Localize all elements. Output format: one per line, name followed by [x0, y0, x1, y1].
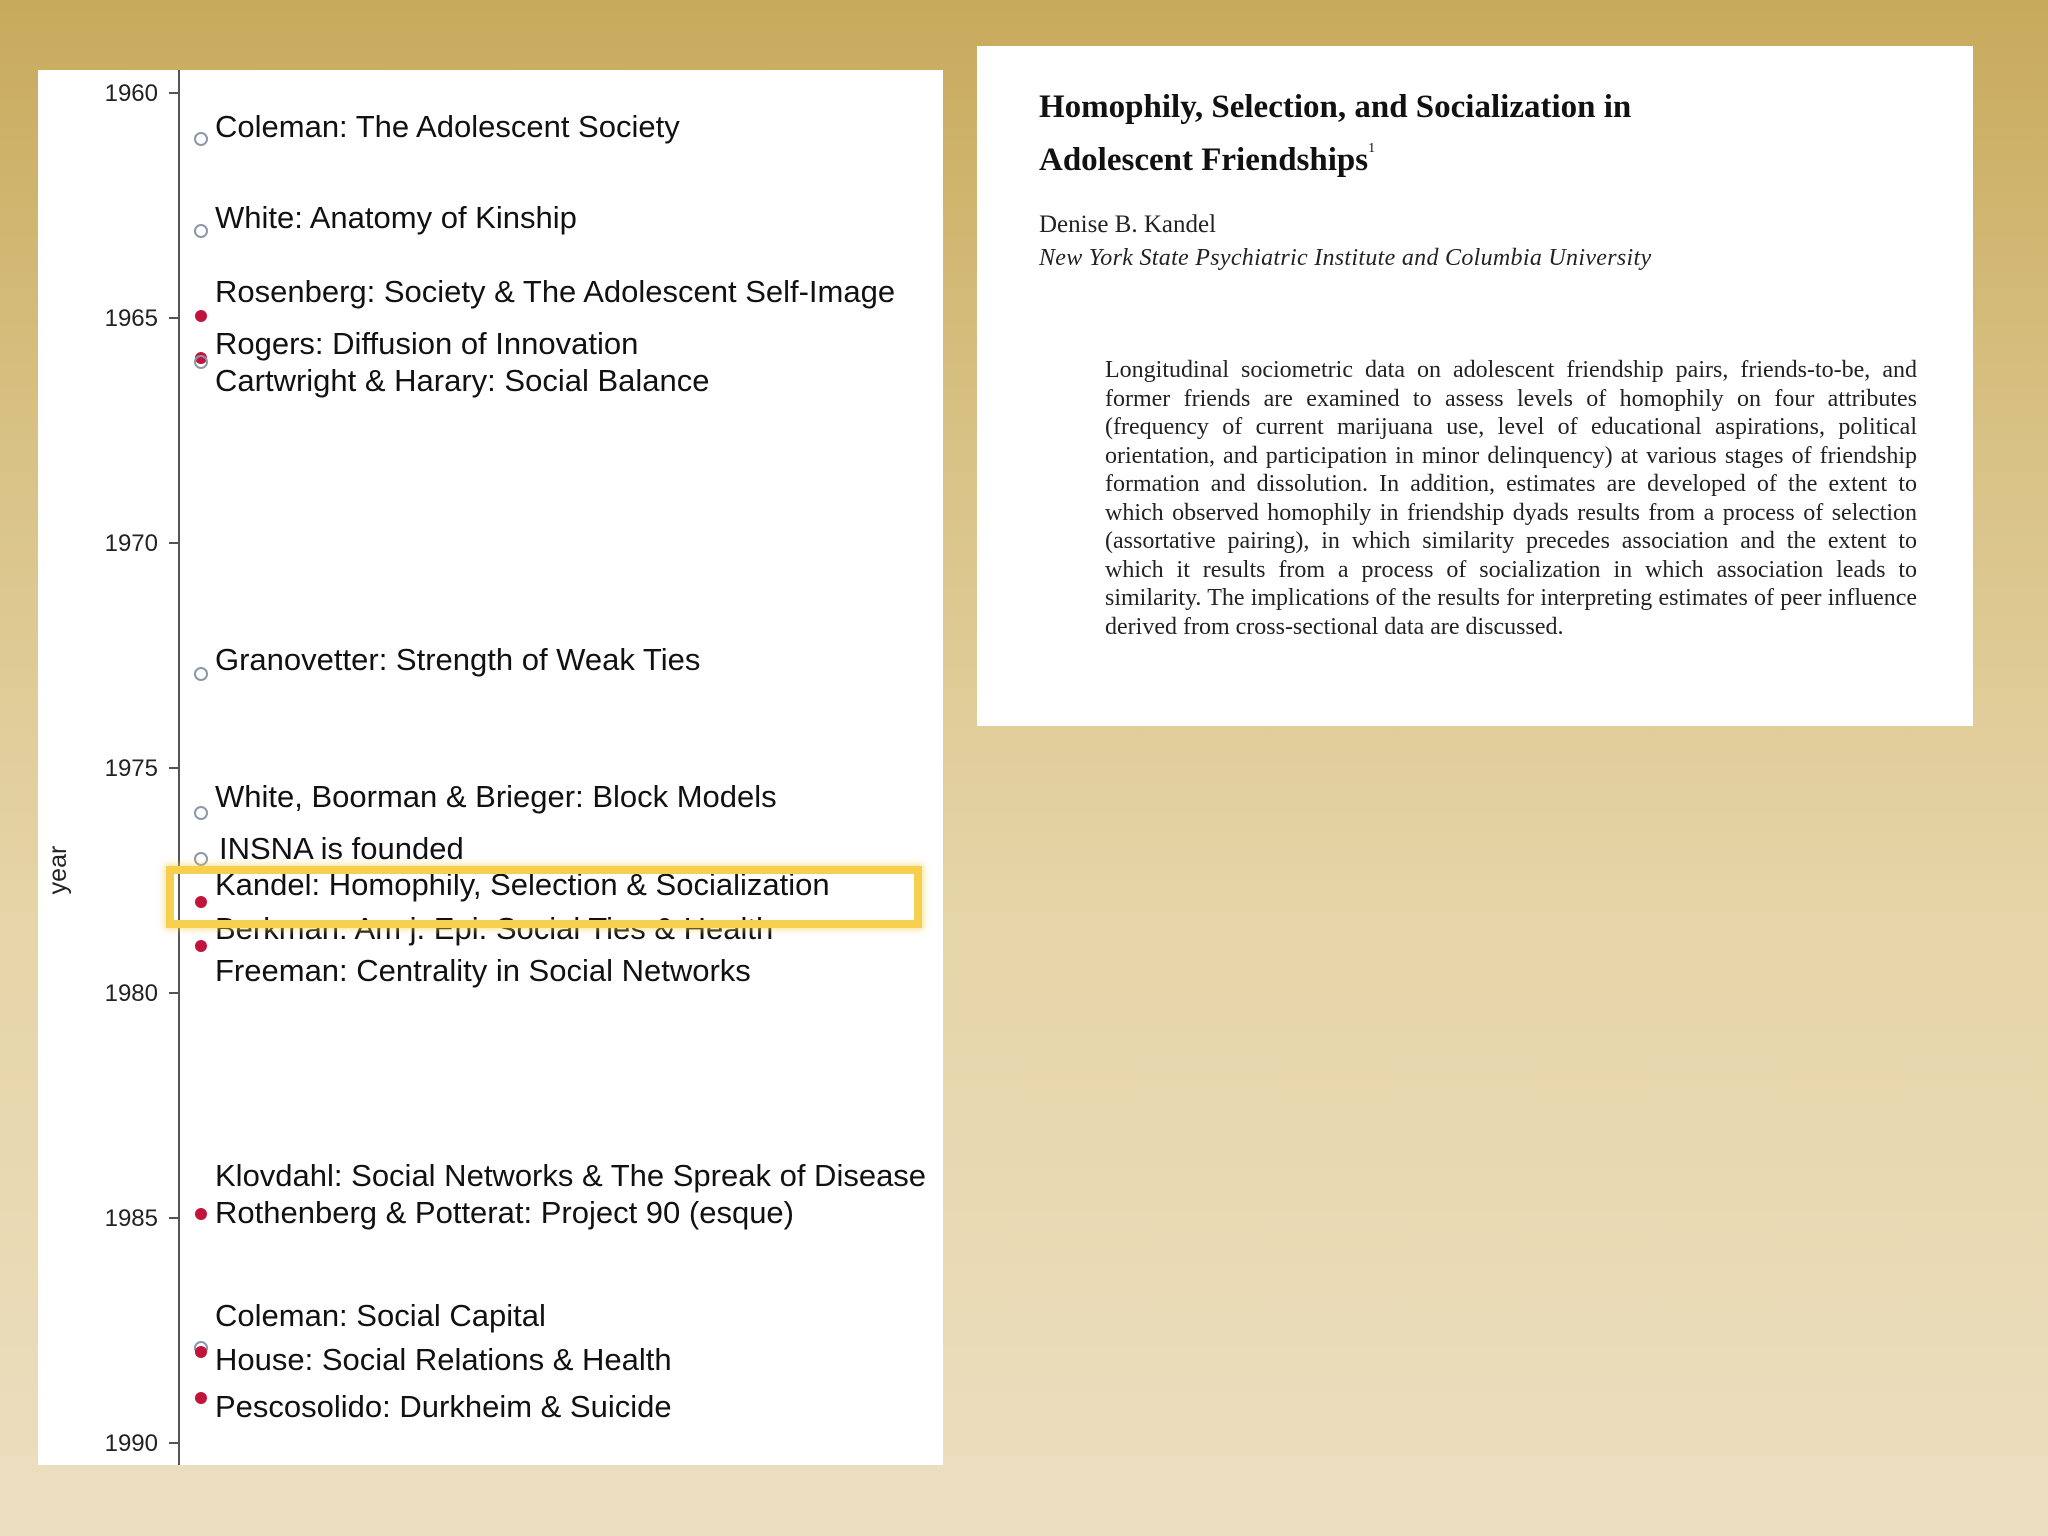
timeline-event: [195, 200, 577, 237]
timeline-event: [215, 953, 751, 988]
event-label: Rosenberg: Society & The Adolescent Self-Image: [215, 274, 896, 309]
filled-marker-dot: [195, 1392, 207, 1404]
timeline-event: [195, 831, 464, 866]
timeline-event: [195, 109, 680, 145]
event-label: Coleman: The Adolescent Society: [215, 109, 680, 144]
event-label: Kandel: Homophily, Selection & Socialization: [215, 867, 830, 902]
event-label: Rogers: Diffusion of Innovation: [215, 326, 639, 361]
timeline-event: [195, 326, 638, 364]
tick-label-1970: 1970: [104, 530, 158, 557]
axis-title: year: [44, 845, 72, 895]
timeline-event: [195, 1342, 672, 1377]
tick-label-1990: 1990: [104, 1430, 158, 1457]
hollow-marker-dot: [195, 853, 207, 865]
paper-author: Denise B. Kandel: [1039, 211, 1217, 238]
paper-panel: [977, 46, 1973, 726]
title-footnote-marker: 1: [1368, 141, 1376, 156]
hollow-marker-dot: [195, 133, 207, 145]
tick-label-1960: 1960: [104, 80, 158, 107]
event-label: INSNA is founded: [219, 831, 464, 866]
event-label: Freeman: Centrality in Social Networks: [215, 953, 751, 988]
filled-marker-dot: [195, 310, 207, 322]
event-label: Pescosolido: Durkheim & Suicide: [215, 1389, 672, 1424]
event-label: White: Anatomy of Kinship: [215, 200, 577, 235]
filled-marker-dot: [195, 1346, 207, 1358]
event-label: Granovetter: Strength of Weak Ties: [215, 642, 701, 677]
paper-title-line2: Adolescent Friendships: [1039, 142, 1369, 178]
timeline-event: [195, 356, 709, 398]
filled-marker-dot: [195, 940, 207, 952]
paper-title-line1: Homophily, Selection, and Socialization in: [1039, 89, 1632, 125]
event-label: Coleman: Social Capital: [215, 1298, 546, 1333]
kandel-highlight-box: [166, 866, 922, 928]
tick-label-1975: 1975: [104, 755, 158, 782]
event-label: White, Boorman & Brieger: Block Models: [215, 779, 777, 814]
timeline-panel: [38, 70, 943, 1465]
hollow-marker-dot: [195, 668, 207, 680]
filled-marker-dot: [195, 1208, 207, 1220]
timeline-event: [195, 642, 700, 680]
tick-label-1985: 1985: [104, 1205, 158, 1232]
hollow-marker-dot: [195, 225, 207, 237]
timeline-event: [195, 274, 895, 322]
event-label: Rothenberg & Potterat: Project 90 (esque): [215, 1195, 794, 1230]
hollow-marker-dot: [195, 807, 207, 819]
timeline-event: [195, 1158, 926, 1230]
tick-label-1965: 1965: [104, 305, 158, 332]
event-label: Berkman: Am j. Epi: Social Ties & Health: [215, 911, 774, 946]
event-label: House: Social Relations & Health: [215, 1342, 672, 1377]
paper-abstract: Longitudinal sociometric data on adolescent friendship pairs, friends-to-be, and former friends are examined to assess levels of homophily on four attributes (frequency of current marijuana use, level of educational aspirations, political orientation, and participation in minor delinquency) at various stages of friendship formation and dissolution. In addition, estimates are developed of the extent to which observed homophily in friendship dyads results from a process of selection (assortative pairing), in which similarity precedes association and the extent to which it results from a process of socialization in which association leads to similarity. The implications of the results for interpreting estimates of peer influence derived from cross-sectional data are discussed.: [1105, 357, 1917, 640]
event-label: Klovdahl: Social Networks & The Spreak of Disease: [215, 1158, 927, 1193]
paper-affiliation: New York State Psychiatric Institute and Columbia University: [1039, 245, 1652, 271]
timeline-events: [195, 109, 926, 1424]
event-label: Cartwright & Harary: Social Balance: [215, 363, 710, 398]
timeline-event: [195, 779, 777, 819]
year-ticks: [105, 80, 179, 1457]
paper-title: [1039, 86, 1913, 181]
timeline-event: [195, 1389, 672, 1424]
timeline-chart: [38, 70, 943, 1465]
tick-label-1980: 1980: [104, 980, 158, 1007]
